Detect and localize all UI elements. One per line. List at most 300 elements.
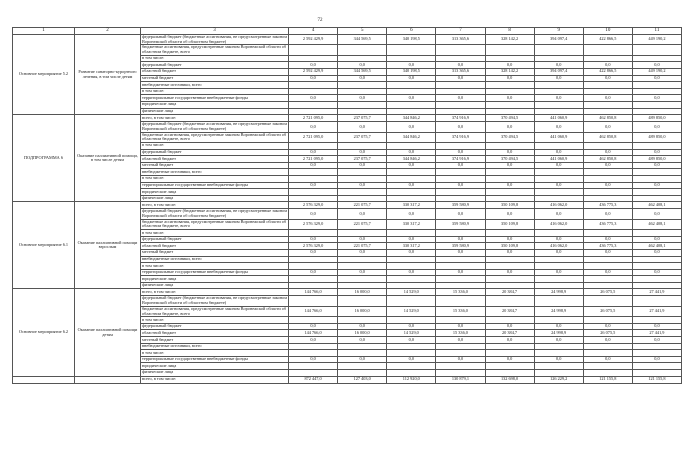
value-cell: 0,0: [387, 356, 436, 363]
funding-source: федеральный бюджет (бюджетные ассигнования, не предусмотренные законом Воронежской области об областном бюджете): [142, 34, 287, 44]
value-cell: 489 850,0: [632, 115, 681, 122]
value-cell: [583, 296, 632, 306]
value-cell: 416 062,0: [534, 202, 583, 209]
value-cell: [534, 343, 583, 350]
value-cell: [338, 45, 387, 55]
value-cell: 0,0: [534, 75, 583, 82]
value-cell: 330 317,2: [387, 243, 436, 250]
table-row: [13, 376, 682, 383]
value-cell: [338, 276, 387, 283]
value-cell: [387, 256, 436, 263]
value-cell: [534, 189, 583, 196]
value-cell: 0,0: [338, 75, 387, 82]
value-cell: [485, 282, 534, 289]
value-cell: 0,0: [338, 182, 387, 189]
value-cell: [534, 370, 583, 377]
empty-cell: [13, 376, 75, 383]
value-cell: 394 097,4: [534, 35, 583, 45]
value-cell: 0,0: [387, 122, 436, 132]
value-cell: 0,0: [632, 356, 681, 363]
value-cell: 0,0: [583, 323, 632, 330]
value-cell: [534, 169, 583, 176]
value-cell: 0,0: [534, 209, 583, 219]
value-cell: 20 384,7: [485, 306, 534, 316]
value-cell: 313 365,6: [436, 35, 485, 45]
value-cell: [632, 55, 681, 62]
value-cell: 15 336,0: [436, 306, 485, 316]
value-cell: 0,0: [583, 149, 632, 156]
value-cell: 449 190,2: [632, 69, 681, 76]
value-cell: [387, 45, 436, 55]
table-row: [13, 115, 682, 122]
funding-source: федеральный бюджет: [141, 62, 289, 69]
value-cell: 16 000,0: [338, 306, 387, 316]
value-cell: 0,0: [632, 75, 681, 82]
value-cell: 489 850,0: [632, 132, 681, 142]
value-cell: [485, 88, 534, 95]
value-cell: 16 000,0: [338, 289, 387, 296]
value-cell: [289, 276, 338, 283]
value-cell: 20 384,7: [485, 330, 534, 337]
funding-source: юридические лица: [141, 363, 289, 370]
value-cell: 374 916,9: [436, 115, 485, 122]
value-cell: 15 336,0: [436, 289, 485, 296]
header-cell: 11: [632, 28, 681, 35]
value-cell: 24 998,9: [534, 289, 583, 296]
value-cell: 0,0: [436, 122, 485, 132]
value-cell: [632, 276, 681, 283]
value-cell: 330 317,2: [387, 219, 436, 229]
value-cell: [632, 88, 681, 95]
value-cell: 0,0: [387, 182, 436, 189]
value-cell: 489 850,0: [632, 156, 681, 163]
value-cell: 132 698,0: [485, 376, 534, 383]
value-cell: [387, 276, 436, 283]
value-cell: 0,0: [289, 236, 338, 243]
value-cell: 0,0: [387, 236, 436, 243]
value-cell: [338, 169, 387, 176]
value-cell: 0,0: [534, 249, 583, 256]
value-cell: [289, 195, 338, 202]
value-cell: 0,0: [289, 149, 338, 156]
value-cell: 0,0: [583, 95, 632, 102]
value-cell: [289, 189, 338, 196]
value-cell: 2 592 429,9: [289, 35, 338, 45]
value-cell: 0,0: [583, 122, 632, 132]
value-cell: 350 109,8: [485, 219, 534, 229]
funding-source: местный бюджет: [141, 162, 289, 169]
value-cell: 237 075,7: [338, 156, 387, 163]
value-cell: 0,0: [436, 356, 485, 363]
section-title: Оказание паллиативной помощи, в том числе детям: [75, 115, 141, 202]
value-cell: 374 916,9: [436, 156, 485, 163]
value-cell: 436 775,3: [583, 219, 632, 229]
value-cell: 441 060,9: [534, 156, 583, 163]
funding-source: областной бюджет: [141, 243, 289, 250]
value-cell: [436, 101, 485, 108]
funding-source: юридические лица: [141, 101, 289, 108]
value-cell: [485, 276, 534, 283]
value-cell: 26 075,5: [583, 289, 632, 296]
value-cell: [387, 189, 436, 196]
value-cell: 0,0: [338, 249, 387, 256]
value-cell: 0,0: [485, 249, 534, 256]
value-cell: [632, 45, 681, 55]
value-cell: 130 879,1: [436, 376, 485, 383]
value-cell: [583, 82, 632, 89]
value-cell: [436, 276, 485, 283]
value-cell: 422 866,5: [583, 69, 632, 76]
value-cell: [583, 101, 632, 108]
value-cell: [436, 82, 485, 89]
value-cell: 436 775,3: [583, 202, 632, 209]
funding-source: всего, в том числе:: [141, 289, 289, 296]
funding-source: местный бюджет: [141, 75, 289, 82]
value-cell: 0,0: [436, 209, 485, 219]
value-cell: [632, 82, 681, 89]
value-cell: [436, 55, 485, 62]
value-cell: [534, 101, 583, 108]
funding-source: бюджетные ассигнования, предусмотренные законом Воронежской области об областном бюджете, всего: [141, 45, 289, 55]
header-cell: 6: [387, 28, 436, 35]
value-cell: 0,0: [289, 323, 338, 330]
value-cell: [534, 195, 583, 202]
value-cell: 0,0: [436, 182, 485, 189]
header-cell: 2: [75, 28, 141, 35]
value-cell: 0,0: [338, 236, 387, 243]
value-cell: [338, 189, 387, 196]
value-cell: 0,0: [289, 249, 338, 256]
value-cell: [534, 88, 583, 95]
value-cell: [338, 108, 387, 115]
value-cell: [289, 45, 338, 55]
value-cell: 0,0: [289, 182, 338, 189]
value-cell: [289, 343, 338, 350]
value-cell: 462 408,1: [632, 243, 681, 250]
value-cell: [485, 256, 534, 263]
funding-source: территориальные государственные внебюджетные фонды: [141, 95, 289, 102]
value-cell: 0,0: [436, 269, 485, 276]
value-cell: 126 229,2: [534, 376, 583, 383]
value-cell: 0,0: [534, 236, 583, 243]
value-cell: 144 766,0: [289, 289, 338, 296]
value-cell: 0,0: [338, 162, 387, 169]
value-cell: 0,0: [338, 62, 387, 69]
value-cell: 0,0: [632, 62, 681, 69]
value-cell: 2 576 329,0: [289, 219, 338, 229]
value-cell: 462 850,8: [583, 115, 632, 122]
value-cell: 0,0: [534, 356, 583, 363]
value-cell: 0,0: [485, 62, 534, 69]
value-cell: [485, 370, 534, 377]
header-cell: 7: [436, 28, 485, 35]
value-cell: 221 075,7: [338, 243, 387, 250]
value-cell: [387, 282, 436, 289]
value-cell: [436, 108, 485, 115]
value-cell: 0,0: [387, 249, 436, 256]
value-cell: 340 198,5: [387, 35, 436, 45]
header-cell: 8: [485, 28, 534, 35]
value-cell: 416 062,0: [534, 219, 583, 229]
funding-source: федеральный бюджет: [141, 323, 289, 330]
funding-source: местный бюджет: [141, 337, 289, 344]
value-cell: 340 198,5: [387, 69, 436, 76]
funding-source: территориальные государственные внебюджетные фонды: [141, 356, 289, 363]
value-cell: [485, 82, 534, 89]
value-cell: 0,0: [289, 95, 338, 102]
value-cell: 2 721 095,0: [289, 115, 338, 122]
value-cell: [338, 256, 387, 263]
funding-source: областной бюджет: [141, 156, 289, 163]
value-cell: 0,0: [583, 249, 632, 256]
value-cell: 0,0: [583, 236, 632, 243]
value-cell: 330 317,2: [387, 202, 436, 209]
funding-source: внебюджетные источники, всего: [141, 169, 289, 176]
value-cell: [436, 45, 485, 55]
value-cell: 344 846,2: [387, 132, 436, 142]
value-cell: [436, 370, 485, 377]
value-cell: [289, 169, 338, 176]
funding-source: в том числе:: [141, 350, 289, 357]
value-cell: 0,0: [387, 75, 436, 82]
value-cell: 0,0: [485, 269, 534, 276]
value-cell: 0,0: [387, 269, 436, 276]
value-cell: [387, 363, 436, 370]
value-cell: 24 998,9: [534, 306, 583, 316]
value-cell: 0,0: [485, 122, 534, 132]
funding-source: местный бюджет: [141, 249, 289, 256]
value-cell: 0,0: [436, 249, 485, 256]
value-cell: [534, 296, 583, 306]
value-cell: [534, 45, 583, 55]
value-cell: [632, 256, 681, 263]
value-cell: [387, 108, 436, 115]
value-cell: [534, 282, 583, 289]
funding-source: федеральный бюджет (бюджетные ассигнования, не предусмотренные законом Воронежской области об областном бюджете): [142, 121, 287, 131]
value-cell: [436, 256, 485, 263]
header-cell: 9: [534, 28, 583, 35]
value-cell: [485, 363, 534, 370]
value-cell: 0,0: [632, 249, 681, 256]
value-cell: [632, 189, 681, 196]
value-cell: 370 494,5: [485, 115, 534, 122]
value-cell: 0,0: [338, 95, 387, 102]
value-cell: 2 576 329,0: [289, 202, 338, 209]
value-cell: 0,0: [534, 337, 583, 344]
value-cell: [632, 169, 681, 176]
value-cell: [534, 82, 583, 89]
value-cell: 237 075,7: [338, 115, 387, 122]
value-cell: [583, 256, 632, 263]
value-cell: 0,0: [436, 149, 485, 156]
value-cell: 0,0: [436, 236, 485, 243]
value-cell: 0,0: [632, 162, 681, 169]
header-cell: 3: [141, 28, 289, 35]
value-cell: [387, 343, 436, 350]
funding-source: внебюджетные источники, всего: [141, 256, 289, 263]
value-cell: 0,0: [338, 149, 387, 156]
value-cell: [534, 276, 583, 283]
section-name: ПОДПРОГРАММА 6: [13, 115, 75, 202]
value-cell: 112 920,0: [387, 376, 436, 383]
funding-source: юридические лица: [141, 276, 289, 283]
value-cell: [485, 195, 534, 202]
value-cell: 370 494,5: [485, 132, 534, 142]
value-cell: 350 109,8: [485, 243, 534, 250]
value-cell: 0,0: [632, 236, 681, 243]
value-cell: 121 155,8: [583, 376, 632, 383]
value-cell: 0,0: [289, 209, 338, 219]
value-cell: 0,0: [632, 269, 681, 276]
value-cell: [485, 343, 534, 350]
value-cell: 0,0: [485, 182, 534, 189]
value-cell: [485, 55, 534, 62]
value-cell: 0,0: [387, 149, 436, 156]
value-cell: 449 190,2: [632, 35, 681, 45]
value-cell: 0,0: [583, 337, 632, 344]
value-cell: [436, 363, 485, 370]
value-cell: [485, 296, 534, 306]
value-cell: [387, 370, 436, 377]
value-cell: 0,0: [289, 162, 338, 169]
value-cell: [387, 82, 436, 89]
value-cell: [583, 189, 632, 196]
section-name: Основное мероприятие 6.2: [13, 289, 75, 376]
value-cell: 0,0: [338, 122, 387, 132]
value-cell: [583, 343, 632, 350]
value-cell: [583, 282, 632, 289]
funding-source: в том числе:: [141, 263, 289, 270]
value-cell: 0,0: [436, 62, 485, 69]
funding-source: в том числе:: [141, 55, 289, 62]
funding-source: физические лица: [141, 108, 289, 115]
header-cell: 5: [338, 28, 387, 35]
funding-source: всего, в том числе:: [141, 115, 289, 122]
value-cell: 0,0: [485, 162, 534, 169]
value-cell: 26 075,5: [583, 330, 632, 337]
value-cell: [387, 101, 436, 108]
value-cell: 0,0: [436, 162, 485, 169]
value-cell: [289, 101, 338, 108]
value-cell: 27 441,9: [632, 330, 681, 337]
value-cell: 313 365,6: [436, 69, 485, 76]
value-cell: 0,0: [534, 62, 583, 69]
value-cell: [436, 169, 485, 176]
funding-source: в том числе:: [141, 88, 289, 95]
value-cell: [338, 282, 387, 289]
section-title: Оказание паллиативной помощи детям: [75, 289, 141, 376]
value-cell: 0,0: [387, 323, 436, 330]
value-cell: 436 775,3: [583, 243, 632, 250]
value-cell: [583, 370, 632, 377]
funding-source: юридические лица: [141, 189, 289, 196]
funding-source: физические лица: [141, 370, 289, 377]
value-cell: 462 408,1: [632, 202, 681, 209]
funding-source: внебюджетные источники, всего: [141, 343, 289, 350]
value-cell: 374 916,9: [436, 132, 485, 142]
value-cell: [338, 363, 387, 370]
value-cell: 0,0: [485, 356, 534, 363]
value-cell: [387, 296, 436, 306]
funding-source: в том числе:: [141, 142, 289, 149]
value-cell: 359 580,9: [436, 243, 485, 250]
value-cell: 394 097,4: [534, 69, 583, 76]
value-cell: [289, 256, 338, 263]
value-cell: 0,0: [583, 269, 632, 276]
value-cell: [632, 370, 681, 377]
value-cell: [436, 343, 485, 350]
funding-source: всего, в том числе:: [141, 376, 289, 383]
value-cell: 0,0: [534, 149, 583, 156]
value-cell: 0,0: [632, 182, 681, 189]
value-cell: 0,0: [534, 269, 583, 276]
funding-source: всего, в том числе:: [141, 202, 289, 209]
value-cell: 0,0: [534, 95, 583, 102]
value-cell: [583, 108, 632, 115]
value-cell: [583, 55, 632, 62]
value-cell: 20 384,7: [485, 289, 534, 296]
value-cell: 0,0: [632, 149, 681, 156]
value-cell: [485, 108, 534, 115]
value-cell: 0,0: [436, 323, 485, 330]
empty-cell: [75, 376, 141, 383]
value-cell: 359 580,9: [436, 202, 485, 209]
value-cell: [289, 88, 338, 95]
value-cell: [583, 45, 632, 55]
value-cell: 127 403,0: [338, 376, 387, 383]
value-cell: [632, 108, 681, 115]
value-cell: [338, 296, 387, 306]
value-cell: 14 529,0: [387, 289, 436, 296]
funding-source: бюджетные ассигнования, предусмотренные законом Воронежской области об областном бюджете, всего: [141, 219, 289, 229]
funding-source: федеральный бюджет: [141, 149, 289, 156]
value-cell: [632, 363, 681, 370]
value-cell: 24 998,9: [534, 330, 583, 337]
value-cell: 0,0: [583, 75, 632, 82]
value-cell: 350 109,8: [485, 202, 534, 209]
funding-source: федеральный бюджет: [141, 236, 289, 243]
value-cell: 144 766,0: [289, 306, 338, 316]
value-cell: 462 408,1: [632, 219, 681, 229]
value-cell: 0,0: [289, 62, 338, 69]
value-cell: [583, 363, 632, 370]
value-cell: 0,0: [485, 95, 534, 102]
value-cell: 344 846,2: [387, 115, 436, 122]
value-cell: 344 569,5: [338, 35, 387, 45]
value-cell: [338, 55, 387, 62]
value-cell: [583, 276, 632, 283]
value-cell: 0,0: [436, 75, 485, 82]
value-cell: 0,0: [583, 62, 632, 69]
value-cell: 0,0: [338, 323, 387, 330]
value-cell: [387, 88, 436, 95]
value-cell: [534, 256, 583, 263]
value-cell: [436, 189, 485, 196]
value-cell: 221 075,7: [338, 219, 387, 229]
value-cell: 0,0: [632, 337, 681, 344]
section-title: Оказание паллиативной помощи взрослым: [75, 202, 141, 289]
funding-source: в том числе:: [141, 317, 289, 324]
header-cell: 4: [289, 28, 338, 35]
section-name: Основное мероприятие 6.1: [13, 202, 75, 289]
value-cell: 2 721 095,0: [289, 156, 338, 163]
table-row: [13, 289, 682, 296]
value-cell: [534, 363, 583, 370]
value-cell: [632, 282, 681, 289]
value-cell: [289, 363, 338, 370]
table-row: [13, 202, 682, 209]
value-cell: [583, 195, 632, 202]
